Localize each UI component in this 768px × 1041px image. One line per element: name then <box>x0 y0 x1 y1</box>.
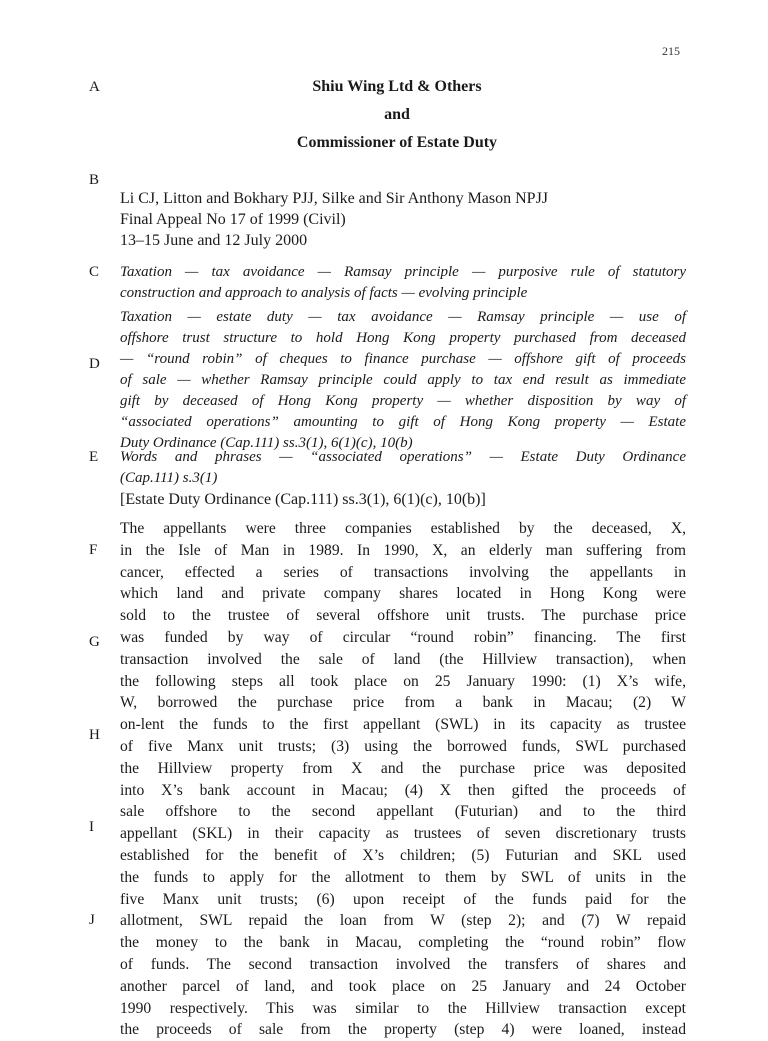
catchword-line: Duty Ordinance (Cap.111) ss.3(1), 6(1)(c), 10(b) <box>120 435 413 451</box>
hearing-dates: 13–15 June and 12 July 2000 <box>120 232 308 249</box>
headnote-line: in the Isle of Man in 1989. In 1990, X, an elderly man suffering from <box>120 541 686 559</box>
headnote-line: The appellants were three companies established by the deceased, X, <box>120 520 686 537</box>
headnote-line: which land and private company shares located in Hong Kong were <box>120 585 686 603</box>
headnote-line: into X’s bank account in Macau; (4) X then gifted the proceeds of <box>120 781 686 799</box>
headnote-line: the proceeds of sale from the property (step 4) were loaned, instead <box>120 1021 686 1039</box>
catchword-line: (Cap.111) s.3(1) <box>120 470 218 486</box>
margin-letter-g: G <box>89 634 100 650</box>
headnote-line: 1990 respectively. This was similar to the Hillview transaction except <box>120 999 686 1017</box>
headnote-line: five Manx unit trusts; (6) upon receipt of the funds paid for the <box>120 890 686 908</box>
headnote-line: transaction involved the sale of land (the Hillview transaction), when <box>120 650 686 668</box>
margin-letter-d: D <box>89 356 100 372</box>
headnote-line: appellant (SKL) in their capacity as trustees of seven discretionary trusts <box>120 825 686 843</box>
judges-line: Li CJ, Litton and Bokhary PJJ, Silke and Sir Anthony Mason NPJJ <box>120 190 549 207</box>
catchword-1 <box>120 262 686 304</box>
headnote-line: was funded by way of circular “round robin” financing. The first <box>120 628 686 646</box>
headnote-line: the money to the bank in Macau, completing the “round robin” flow <box>120 934 686 952</box>
margin-letter-c: C <box>89 264 100 280</box>
margin-letter-b: B <box>89 172 100 188</box>
page-number: 215 <box>662 44 680 58</box>
case-title-and: and <box>384 106 410 123</box>
headnote-line: the Hillview property from X and the purchase price was deposited <box>120 759 686 777</box>
catchword-line: Taxation — tax avoidance — Ramsay principle — purposive rule of statutory <box>120 264 686 280</box>
margin-letter-j: J <box>89 912 95 928</box>
case-info <box>120 188 686 251</box>
margin-letter-f: F <box>89 542 98 558</box>
headnote-line: allotment, SWL repaid the loan from W (step 2); and (7) W repaid <box>120 912 686 930</box>
catchword-line: Taxation — estate duty — tax avoidance — Ramsay principle — use of <box>120 309 686 325</box>
margin-letter-a: A <box>89 79 100 95</box>
headnote-line: cancer, effected a series of transactions involving the appellants in <box>120 563 686 581</box>
headnote-paragraph <box>120 518 686 1041</box>
headnote-line: the funds to apply for the allotment to them by SWL of units in the <box>120 868 686 886</box>
catchword-line: of sale — whether Ramsay principle could apply to tax end result as immediate <box>120 372 686 388</box>
headnote-line: of funds. The second transaction involved the transfers of shares and <box>120 955 686 973</box>
statute-reference: [Estate Duty Ordinance (Cap.111) ss.3(1), 6(1)(c), 10(b)] <box>120 491 486 508</box>
case-title-party-1: Shiu Wing Ltd & Others <box>312 78 482 95</box>
catchword-line: Words and phrases — “associated operations” — Estate Duty Ordinance <box>120 449 686 465</box>
margin-letter-e: E <box>89 449 99 465</box>
case-title-party-2: Commissioner of Estate Duty <box>296 134 498 151</box>
headnote-line: established for the benefit of X’s children; (5) Futurian and SKL used <box>120 846 686 864</box>
appeal-number: Final Appeal No 17 of 1999 (Civil) <box>120 211 346 228</box>
catchword-line: gift by deceased of Hong Kong property — whether disposition by way of <box>120 393 686 409</box>
headnote-line: sold to the trustee of several offshore unit trusts. The purchase price <box>120 607 686 625</box>
headnote-line: the following steps all took place on 25 January 1990: (1) X’s wife, <box>120 672 686 690</box>
headnote-line: sale offshore to the second appellant (Futurian) and to the third <box>120 803 686 821</box>
catchword-3 <box>120 447 686 510</box>
catchword-line: construction and approach to analysis of facts — evolving principle <box>120 285 528 301</box>
headnote-line: W, borrowed the purchase price from a bank in Macau; (2) W <box>120 694 686 712</box>
headnote-line: another parcel of land, and took place on 25 January and 24 October <box>120 977 686 995</box>
catchword-line: “associated operations” amounting to gift of Hong Kong property — Estate <box>120 414 686 430</box>
margin-letter-h: H <box>89 727 100 743</box>
margin-letter-i: I <box>89 819 94 835</box>
catchword-2 <box>120 307 686 454</box>
headnote-line: on-lent the funds to the first appellant (SWL) in its capacity as trustee <box>120 716 686 734</box>
catchword-line: — “round robin” of cheques to finance purchase — offshore gift of proceeds <box>120 351 686 367</box>
headnote-line: of five Manx unit trusts; (3) using the borrowed funds, SWL purchased <box>120 737 686 755</box>
catchword-line: offshore trust structure to hold Hong Kong property purchased from deceased <box>120 330 686 346</box>
